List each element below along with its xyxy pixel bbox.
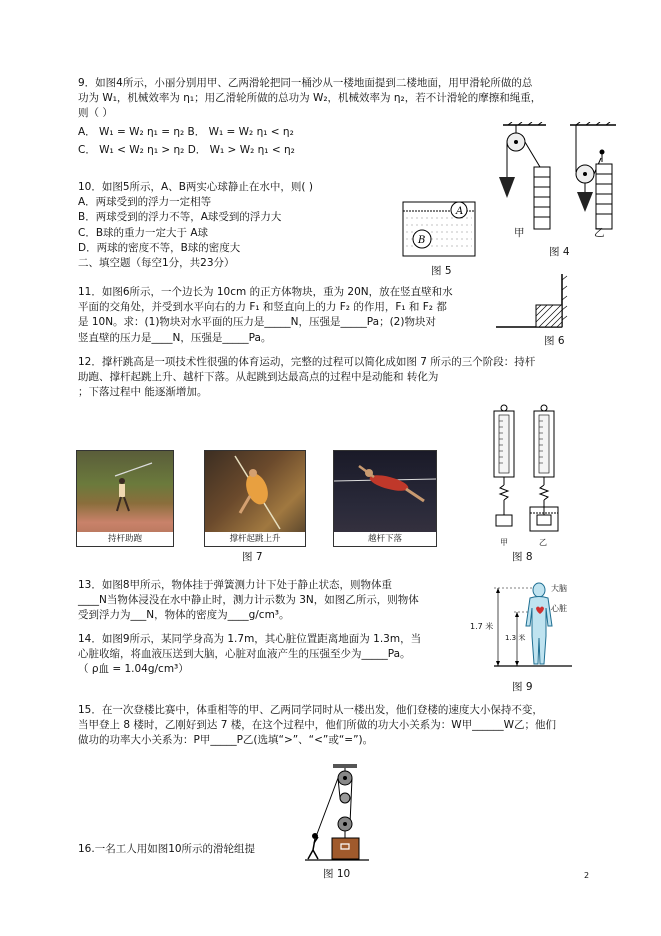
question-16 [78, 842, 378, 857]
figure-9-label-heart: 心脏 [551, 604, 567, 613]
figure-7-photo-rise [204, 450, 306, 547]
figure-9-caption: 图 9 [512, 681, 533, 693]
question-12-line: 12．撑杆跳高是一项技术性很强的体育运动，完整的过程可以简化成如图 7 所示的三个阶段：持杆 [78, 356, 536, 368]
question-14 [78, 632, 478, 678]
question-9-line: 则（ ） [78, 107, 113, 120]
section-2-title: 二、填空题（每空1分，共23分） [78, 257, 235, 270]
figure-6-cube [494, 272, 574, 332]
figure-8-label-b: 乙 [539, 538, 547, 547]
question-9-line: 9．如图4所示，小丽分别用甲、乙两滑轮把同一桶沙从一楼地面提到二楼地面，用甲滑轮所做的总 [78, 77, 533, 89]
figure-7-photo-run [76, 450, 174, 547]
question-15-line: 当甲登上 8 楼时，乙刚好到达 7 楼，在这个过程中，他们所做的功大小关系为：W甲______W乙；他们 [78, 719, 556, 732]
figure-7-caption: 图 7 [242, 551, 263, 563]
question-11-line: 平面的交角处，并受到水平向右的力 F₁ 和竖直向上的力 F₂ 的作用，F₁ 和 F₂ 都 [78, 301, 447, 314]
figure-7-photo-label: 撑杆起跳上升 [205, 532, 305, 546]
question-15-line: 做功的功率大小关系为：P甲_____P乙(选填“>”、“<”或“=”)。 [78, 734, 374, 747]
figure-5-beaker [398, 194, 478, 258]
page-number: 2 [584, 871, 590, 880]
question-14-line: 14．如图9所示，某同学身高为 1.7m，其心脏位置距离地面为 1.3m，当 [78, 633, 422, 645]
question-13-line: 受到浮力为___N，物体的密度为____g/cm³。 [78, 609, 290, 622]
figure-8-caption: 图 8 [512, 551, 533, 563]
question-10-option: A．两球受到的浮力一定相等 [78, 196, 212, 209]
question-13-line: 13．如图8甲所示，物体挂于弹簧测力计下处于静止状态，则物体重 [78, 579, 393, 591]
figure-4-pulleys [488, 122, 623, 242]
question-9-line: 功为 W₁，机械效率为 η₁；用乙滑轮所做的总功为 W₂，机械效率为 η₂，若不计滑轮的摩擦和绳重， [78, 92, 542, 105]
question-11-line: 是 10N。求：(1)物块对水平面的压力是_____N，压强是_____Pa；(2)物块对 [78, 316, 436, 329]
figure-5-caption: 图 5 [431, 265, 452, 277]
figure-7-photo-label: 持杆助跑 [77, 532, 173, 546]
question-12-line: 助跑、撑杆起跳上升、越杆下落。从起跳到达最高点的过程中是动能和 转化为 [78, 371, 439, 384]
figure-8-spring-scales [488, 403, 568, 543]
figure-5-ball-a: A [456, 206, 464, 217]
question-11-line: 竖直壁的压力是____N，压强是_____Pa。 [78, 331, 272, 344]
figure-5-ball-b: B [418, 235, 426, 246]
figure-4-caption: 图 4 [549, 246, 570, 258]
figure-8-label-a: 甲 [500, 538, 508, 547]
question-9-option: C． W₁ < W₂ η₁ > η₂ D． W₁ > W₂ η₁ < η₂ [78, 143, 295, 156]
question-12 [78, 355, 618, 401]
figure-4-label-b: 乙 [594, 227, 605, 239]
question-12-line: ；下落过程中 能逐渐增加。 [78, 386, 208, 399]
question-14-line: 心脏收缩，将血液压送到大脑，心脏对血液产生的压强至少为_____Pa。 [78, 648, 411, 661]
figure-7-photo-label: 越杆下落 [334, 532, 436, 546]
question-10-option: B．两球受到的浮力不等，A球受到的浮力大 [78, 211, 282, 224]
figure-6-caption: 图 6 [544, 335, 565, 347]
figure-7-photo-fall [333, 450, 437, 547]
question-11 [78, 285, 498, 346]
question-15 [78, 703, 618, 749]
figure-9-body [484, 578, 584, 674]
figure-10-caption: 图 10 [323, 868, 351, 880]
question-16-line: 16.一名工人用如图10所示的滑轮组提 [78, 843, 256, 855]
question-14-line: （ ρ血 = 1.04g/cm³） [78, 663, 189, 676]
question-10-option: D．两球的密度不等，B球的密度大 [78, 241, 241, 254]
question-15-line: 15．在一次登楼比赛中，体重相等的甲、乙两同学同时从一楼出发，他们登楼的速度大小保持不变， [78, 704, 543, 716]
figure-9-label-brain: 大脑 [551, 584, 567, 593]
question-13 [78, 578, 478, 624]
question-10 [78, 180, 398, 271]
figure-9-height-heart: 1.3 米 [505, 634, 526, 642]
question-13-line: ____N当物体浸没在水中静止时，测力计示数为 3N，如图乙所示，则物体 [78, 594, 419, 607]
question-10-option: C．B球的重力一定大于 A球 [78, 226, 209, 239]
question-9-option: A． W₁ = W₂ η₁ = η₂ B． W₁ = W₂ η₁ < η₂ [78, 125, 294, 138]
question-10-line: 10．如图5所示，A、B两实心球静止在水中，则( ) [78, 181, 313, 193]
figure-4-label-a: 甲 [514, 227, 525, 239]
figure-9-height-total: 1.7 米 [470, 622, 494, 631]
question-11-line: 11．如图6所示，一个边长为 10cm 的正方体物块，重为 20N，放在竖直壁和水 [78, 286, 453, 298]
